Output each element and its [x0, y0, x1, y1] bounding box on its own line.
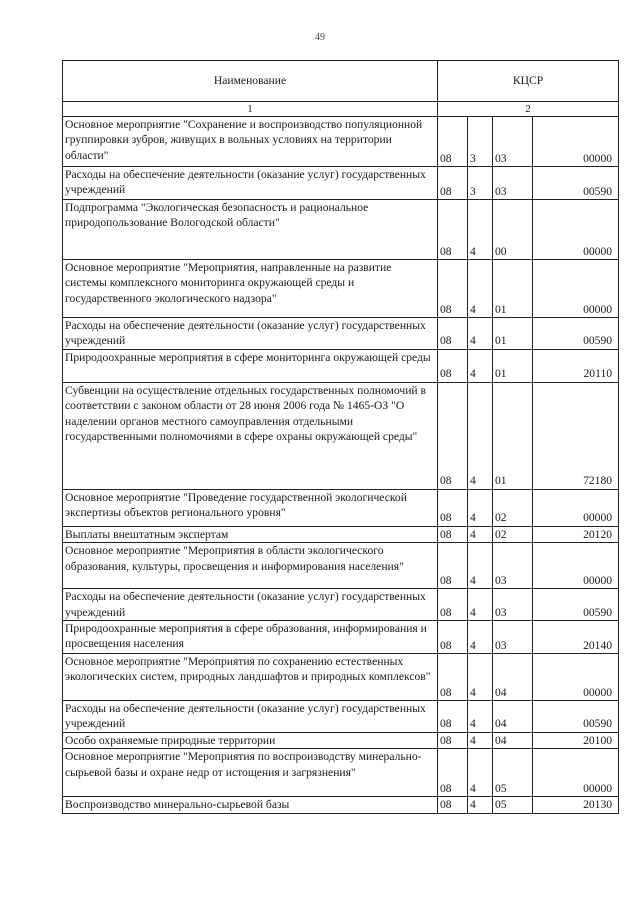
row-name-cell: Воспроизводство минерально-сырьевой базы	[63, 797, 438, 813]
code-direction-cell: 00590	[533, 318, 619, 350]
code-subprogram-cell: 4	[468, 621, 493, 654]
code-program-cell: 08	[438, 349, 468, 382]
row-name-cell: Природоохранные мероприятия в сфере образования, информирования и просвещения населения	[63, 621, 438, 654]
row-name-cell: Основное мероприятие "Мероприятия по сохранению естественных экологических систем, природных ландшафтов и природных комплексов"	[63, 654, 438, 701]
code-event-cell: 05	[493, 797, 533, 813]
code-subprogram-cell: 4	[468, 349, 493, 382]
code-program-cell: 08	[438, 167, 468, 200]
table-row	[63, 318, 619, 350]
row-name-cell: Субвенции на осуществление отдельных государственных полномочий в соответствии с законом области от 28 июня 2006 года № 1465-ОЗ "О наделении органов местного самоуправления отдельными государственными полномочиями в сфере охраны окружающей среды"	[63, 382, 438, 489]
column-number-2: 2	[438, 102, 619, 117]
code-direction-cell: 00000	[533, 117, 619, 167]
code-program-cell: 08	[438, 117, 468, 167]
code-program-cell: 08	[438, 654, 468, 701]
code-event-cell: 03	[493, 117, 533, 167]
table-row	[63, 797, 619, 813]
code-program-cell: 08	[438, 701, 468, 733]
row-name-cell: Выплаты внештатным экспертам	[63, 526, 438, 542]
code-program-cell: 08	[438, 543, 468, 589]
code-direction-cell: 20130	[533, 797, 619, 813]
code-subprogram-cell: 4	[468, 701, 493, 733]
code-subprogram-cell: 3	[468, 117, 493, 167]
row-name-cell: Особо охраняемые природные территории	[63, 732, 438, 748]
row-name-cell: Основное мероприятие "Мероприятия в области экологического образования, культуры, просвещения и информирования населения"	[63, 543, 438, 589]
code-subprogram-cell: 4	[468, 589, 493, 621]
row-name-cell: Расходы на обеспечение деятельности (оказание услуг) государственных учреждений	[63, 167, 438, 200]
code-event-cell: 00	[493, 200, 533, 260]
code-program-cell: 08	[438, 589, 468, 621]
code-event-cell: 03	[493, 167, 533, 200]
code-subprogram-cell: 4	[468, 200, 493, 260]
table-row	[63, 260, 619, 318]
code-direction-cell: 20110	[533, 349, 619, 382]
table-row	[63, 732, 619, 748]
table-row	[63, 349, 619, 382]
code-subprogram-cell: 4	[468, 382, 493, 489]
code-program-cell: 08	[438, 200, 468, 260]
code-subprogram-cell: 3	[468, 167, 493, 200]
table-row	[63, 117, 619, 167]
code-event-cell: 01	[493, 349, 533, 382]
code-event-cell: 01	[493, 318, 533, 350]
row-name-cell: Основное мероприятие "Мероприятия, направленные на развитие системы комплексного мониторинга окружающей среды и государственного экологического надзора"	[63, 260, 438, 318]
table-row	[63, 167, 619, 200]
code-subprogram-cell: 4	[468, 749, 493, 797]
code-direction-cell: 00000	[533, 260, 619, 318]
table-row	[63, 701, 619, 733]
column-number-1: 1	[63, 102, 438, 117]
table-row	[63, 526, 619, 542]
row-name-cell: Природоохранные мероприятия в сфере мониторинга окружающей среды	[63, 349, 438, 382]
code-direction-cell: 20100	[533, 732, 619, 748]
table-row	[63, 654, 619, 701]
code-direction-cell: 20140	[533, 621, 619, 654]
code-event-cell: 02	[493, 526, 533, 542]
code-direction-cell: 72180	[533, 382, 619, 489]
code-event-cell: 03	[493, 589, 533, 621]
code-event-cell: 05	[493, 749, 533, 797]
code-direction-cell: 00000	[533, 489, 619, 526]
code-event-cell: 04	[493, 701, 533, 733]
code-direction-cell: 00000	[533, 543, 619, 589]
code-direction-cell: 00590	[533, 589, 619, 621]
name-column-header: Наименование	[63, 61, 438, 102]
table-row	[63, 200, 619, 260]
row-name-cell: Расходы на обеспечение деятельности (оказание услуг) государственных учреждений	[63, 589, 438, 621]
column-number-row	[63, 102, 619, 117]
code-program-cell: 08	[438, 489, 468, 526]
code-subprogram-cell: 4	[468, 797, 493, 813]
code-subprogram-cell: 4	[468, 260, 493, 318]
code-program-cell: 08	[438, 732, 468, 748]
code-event-cell: 01	[493, 382, 533, 489]
table-row	[63, 382, 619, 489]
code-program-cell: 08	[438, 749, 468, 797]
budget-classification-table	[62, 60, 619, 814]
code-subprogram-cell: 4	[468, 489, 493, 526]
row-name-cell: Расходы на обеспечение деятельности (оказание услуг) государственных учреждений	[63, 701, 438, 733]
code-subprogram-cell: 4	[468, 654, 493, 701]
code-subprogram-cell: 4	[468, 318, 493, 350]
page-number: 49	[315, 32, 325, 43]
code-program-cell: 08	[438, 526, 468, 542]
kcsr-column-header: КЦСР	[438, 61, 619, 102]
code-event-cell: 03	[493, 621, 533, 654]
code-program-cell: 08	[438, 318, 468, 350]
code-direction-cell: 20120	[533, 526, 619, 542]
row-name-cell: Основное мероприятие "Мероприятия по воспроизводству минерально-сырьевой базы и охране недр от истощения и загрязнения"	[63, 749, 438, 797]
code-direction-cell: 00000	[533, 654, 619, 701]
code-direction-cell: 00000	[533, 749, 619, 797]
row-name-cell: Расходы на обеспечение деятельности (оказание услуг) государственных учреждений	[63, 318, 438, 350]
code-event-cell: 01	[493, 260, 533, 318]
row-name-cell: Основное мероприятие "Проведение государственной экологической экспертизы объектов регионального уровня"	[63, 489, 438, 526]
table-row	[63, 749, 619, 797]
table-row	[63, 489, 619, 526]
code-direction-cell: 00590	[533, 167, 619, 200]
code-event-cell: 03	[493, 543, 533, 589]
row-name-cell: Подпрограмма "Экологическая безопасность и рациональное природопользование Вологодской области"	[63, 200, 438, 260]
table-row	[63, 621, 619, 654]
code-program-cell: 08	[438, 260, 468, 318]
table-row	[63, 589, 619, 621]
code-program-cell: 08	[438, 382, 468, 489]
code-direction-cell: 00000	[533, 200, 619, 260]
code-program-cell: 08	[438, 797, 468, 813]
code-subprogram-cell: 4	[468, 732, 493, 748]
code-event-cell: 04	[493, 654, 533, 701]
code-direction-cell: 00590	[533, 701, 619, 733]
table-row	[63, 543, 619, 589]
row-name-cell: Основное мероприятие "Сохранение и воспроизводство популяционной группировки зубров, живущих в вольных условиях на территории области"	[63, 117, 438, 167]
code-subprogram-cell: 4	[468, 526, 493, 542]
table-header-row	[63, 61, 619, 102]
code-event-cell: 02	[493, 489, 533, 526]
code-subprogram-cell: 4	[468, 543, 493, 589]
code-event-cell: 04	[493, 732, 533, 748]
code-program-cell: 08	[438, 621, 468, 654]
